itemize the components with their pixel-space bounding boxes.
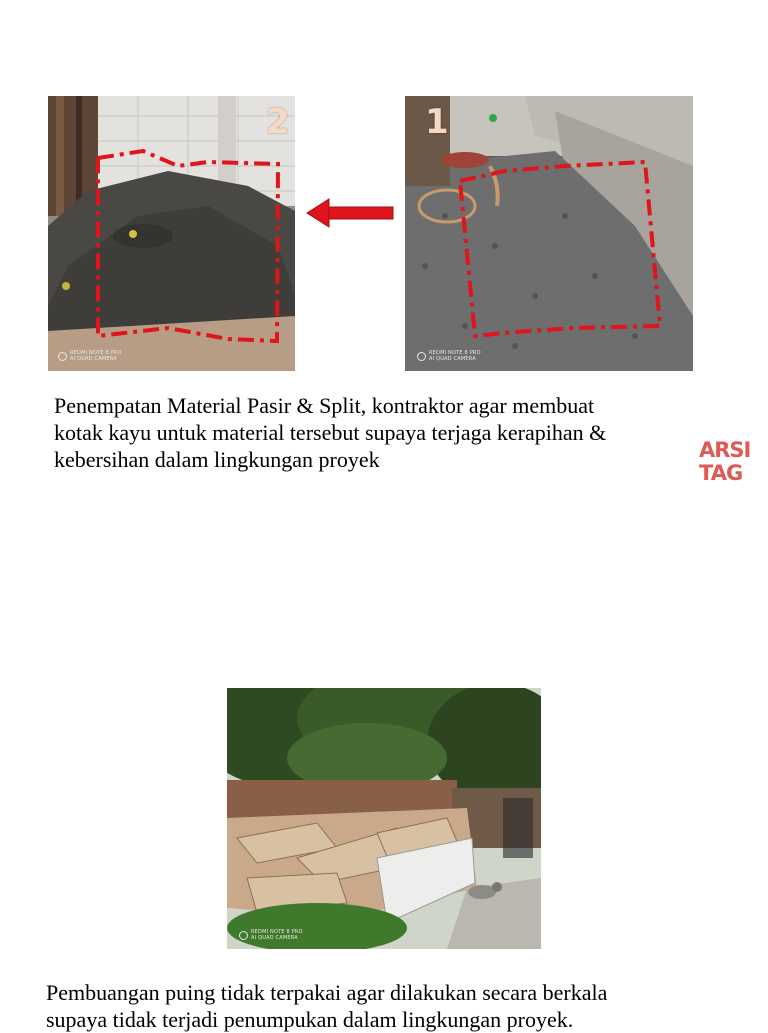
debris-disposal-caption [46, 979, 746, 1033]
photo-number-label: 2 [266, 102, 290, 142]
brand-line: ARSI [699, 438, 751, 462]
camera-watermark-model: REDMI NOTE 8 PRO [70, 350, 122, 356]
caption-line: kotak kayu untuk material tersebut supaya terjaga kerapihan & [54, 420, 607, 445]
caption-line: Penempatan Material Pasir & Split, kontraktor agar membuat [54, 393, 595, 418]
gravel-pile-photo [405, 96, 693, 371]
camera-watermark-camera: AI QUAD CAMERA [70, 356, 117, 362]
left-arrow-icon [305, 196, 397, 230]
sand-pile-photo [48, 96, 295, 371]
brand-line: TAG [699, 461, 743, 485]
camera-watermark [58, 350, 122, 362]
camera-watermark-camera: AI QUAD CAMERA [251, 935, 298, 941]
debris-photo [227, 688, 541, 949]
caption-line: kebersihan dalam lingkungan proyek [54, 447, 380, 472]
caption-line: supaya tidak terjadi penumpukan dalam lingkungan proyek. [46, 1007, 574, 1032]
camera-watermark [239, 929, 303, 941]
camera-watermark-model: REDMI NOTE 8 PRO [429, 350, 481, 356]
camera-watermark-camera: AI QUAD CAMERA [429, 356, 476, 362]
photo-number-label: 1 [425, 102, 449, 142]
caption-line: Pembuangan puing tidak terpakai agar dilakukan secara berkala [46, 980, 608, 1005]
material-placement-caption [54, 392, 694, 473]
arsitag-logo [699, 439, 749, 485]
camera-watermark-model: REDMI NOTE 8 PRO [251, 929, 303, 935]
camera-watermark [417, 350, 481, 362]
